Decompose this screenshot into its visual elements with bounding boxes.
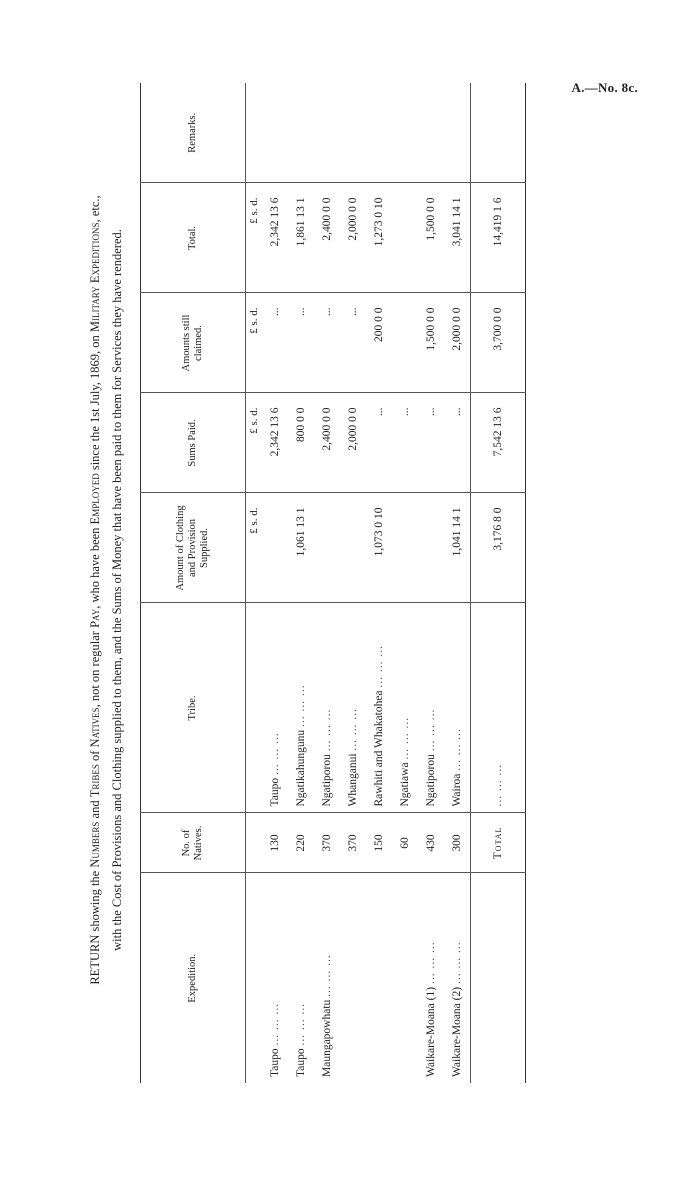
dot-leader: ... ... ... — [451, 728, 463, 771]
tribe-cell — [314, 603, 340, 813]
units-blank — [246, 603, 263, 813]
return-table — [140, 83, 526, 1083]
units-blank — [246, 873, 263, 1083]
remarks-cell — [366, 83, 392, 183]
col-natives: No. of Natives. — [141, 813, 246, 873]
totals-blank — [471, 873, 526, 1083]
expedition-text: Taupo — [269, 1048, 281, 1077]
clothing-cell — [314, 493, 340, 603]
claimed-cell: ... — [262, 293, 288, 393]
totals-remarks — [471, 83, 526, 183]
expedition-cell — [314, 873, 340, 1083]
tribe-text: Ngatiporou — [425, 754, 437, 807]
tribe-cell — [340, 603, 366, 813]
expedition-text: Maungapowhatu — [321, 999, 333, 1077]
units-clothing: £ s. d. — [246, 493, 263, 603]
expedition-text: Taupo — [295, 1048, 307, 1077]
col-remarks: Remarks. — [141, 83, 246, 183]
total-cell: 2,400 0 0 — [314, 183, 340, 293]
tribe-text: Ngatiporou — [321, 754, 333, 807]
col-expedition: Expedition. — [141, 873, 246, 1083]
natives-cell: 130 — [262, 813, 288, 873]
header-row — [141, 83, 246, 1083]
natives-cell: 150 — [366, 813, 392, 873]
table-row — [340, 83, 366, 1083]
total-cell — [392, 183, 418, 293]
natives-cell: 300 — [444, 813, 471, 873]
tribe-cell — [392, 603, 418, 813]
total-cell: 2,000 0 0 — [340, 183, 366, 293]
total-cell: 3,041 14 1 — [444, 183, 471, 293]
units-paid: £ s. d. — [246, 393, 263, 493]
remarks-cell — [392, 83, 418, 183]
totals-label: Total — [471, 813, 526, 873]
heading-line-1 — [84, 85, 106, 1095]
claimed-cell — [392, 293, 418, 393]
remarks-cell — [444, 83, 471, 183]
tribe-text: Wairoa — [451, 773, 463, 807]
claimed-cell: ... — [288, 293, 314, 393]
tribe-text: Ngatiawa — [399, 762, 411, 807]
expedition-text: Waikare-Moana (2) — [451, 986, 463, 1077]
table-row — [392, 83, 418, 1083]
dot-leader: ... ... ... — [269, 1002, 281, 1046]
claimed-cell: 200 0 0 — [366, 293, 392, 393]
dot-leader: ... ... ... — [295, 1002, 307, 1046]
totals-claimed: 3,700 0 0 — [471, 293, 526, 393]
units-blank — [246, 83, 263, 183]
paid-cell: 2,000 0 0 — [340, 393, 366, 493]
col-claimed: Amounts still claimed. — [141, 293, 246, 393]
col-total: Total. — [141, 183, 246, 293]
tribe-text: Whanganui — [347, 753, 359, 807]
expedition-cell — [418, 873, 444, 1083]
totals-leader: ... ... ... — [471, 603, 526, 813]
col-tribe: Tribe. — [141, 603, 246, 813]
dot-leader: ... ... ... — [399, 716, 411, 760]
heading-text: , etc., — [88, 195, 102, 223]
clothing-cell — [262, 493, 288, 603]
dot-leader: ... ... ... — [321, 708, 333, 752]
remarks-cell — [418, 83, 444, 183]
table-row — [262, 83, 288, 1083]
dot-leader: ... ... ... — [425, 708, 437, 752]
expedition-cell — [340, 873, 366, 1083]
natives-cell: 370 — [340, 813, 366, 873]
natives-cell: 370 — [314, 813, 340, 873]
table-row — [314, 83, 340, 1083]
totals-paid: 7,542 13 6 — [471, 393, 526, 493]
table-row — [418, 83, 444, 1083]
total-cell: 1,861 13 1 — [288, 183, 314, 293]
heading-text: Tribes — [88, 764, 102, 798]
dot-leader: ... ... ... — [321, 954, 333, 997]
paid-cell: ... — [418, 393, 444, 493]
heading-text: Numbers — [88, 821, 102, 868]
dot-leader: ... ... ... — [347, 707, 359, 751]
heading-line-2: with the Cost of Provisions and Clothing supplied to them, and the Sums of Money that have been paid to them for Services they have rendered. — [110, 229, 124, 951]
tribe-cell — [366, 603, 392, 813]
claimed-cell: ... — [314, 293, 340, 393]
total-cell: 1,500 0 0 — [418, 183, 444, 293]
paid-cell: ... — [366, 393, 392, 493]
heading-text: Pay — [88, 608, 102, 628]
heading-text: Natives — [88, 707, 102, 748]
tribe-cell — [444, 603, 471, 813]
table-row — [288, 83, 314, 1083]
col-clothing: Amount of Clothing and Provision Supplied. — [141, 493, 246, 603]
expedition-cell — [366, 873, 392, 1083]
tribe-text: Rawhiti and Whakatohea — [373, 690, 385, 807]
heading-text: Military Expeditions — [88, 222, 102, 333]
table-row — [366, 83, 392, 1083]
natives-cell: 60 — [392, 813, 418, 873]
claimed-cell: 2,000 0 0 — [444, 293, 471, 393]
expedition-cell — [288, 873, 314, 1083]
return-heading — [84, 85, 128, 1095]
tribe-cell — [418, 603, 444, 813]
paid-cell: 2,400 0 0 — [314, 393, 340, 493]
tribe-text: Ngatikahungunu — [295, 729, 307, 807]
expedition-cell — [392, 873, 418, 1083]
units-claimed: £ s. d. — [246, 293, 263, 393]
heading-text: and — [88, 797, 102, 822]
clothing-cell — [340, 493, 366, 603]
clothing-cell: 1,073 0 10 — [366, 493, 392, 603]
heading-text: , not on regular — [88, 627, 102, 708]
clothing-cell — [418, 493, 444, 603]
clothing-cell: 1,041 14 1 — [444, 493, 471, 603]
paid-cell: 800 0 0 — [288, 393, 314, 493]
remarks-cell — [262, 83, 288, 183]
remarks-cell — [288, 83, 314, 183]
table-row — [444, 83, 471, 1083]
dot-leader: ... ... ... — [373, 644, 385, 688]
dot-leader: ... ... ... — [269, 732, 281, 776]
expedition-cell — [262, 873, 288, 1083]
clothing-cell — [392, 493, 418, 603]
natives-cell: 430 — [418, 813, 444, 873]
totals-row — [471, 83, 526, 1083]
remarks-cell — [314, 83, 340, 183]
tribe-text: Taupo — [269, 777, 281, 807]
dot-leader: ... ... ... — [295, 684, 307, 727]
dot-leader: ... ... ... — [451, 941, 463, 985]
remarks-cell — [340, 83, 366, 183]
tribe-cell — [262, 603, 288, 813]
clothing-cell: 1,061 13 1 — [288, 493, 314, 603]
col-paid: Sums Paid. — [141, 393, 246, 493]
heading-text: Employed — [88, 473, 102, 525]
natives-cell: 220 — [288, 813, 314, 873]
heading-text: of — [88, 747, 102, 765]
total-cell: 2,342 13 6 — [262, 183, 288, 293]
heading-text: , who have been — [88, 524, 102, 609]
totals-clothing: 3,176 8 0 — [471, 493, 526, 603]
page-reference: A.—No. 8c. — [571, 80, 638, 95]
units-row — [246, 83, 263, 1083]
totals-total: 14,419 1 6 — [471, 183, 526, 293]
heading-text: RETURN showing the — [88, 867, 102, 985]
total-cell: 1,273 0 10 — [366, 183, 392, 293]
tribe-cell — [288, 603, 314, 813]
paid-cell: ... — [444, 393, 471, 493]
expedition-text: Waikare-Moana (1) — [425, 986, 437, 1077]
units-total: £ s. d. — [246, 183, 263, 293]
paid-cell: ... — [392, 393, 418, 493]
expedition-cell — [444, 873, 471, 1083]
units-blank — [246, 813, 263, 873]
dot-leader: ... ... ... — [425, 941, 437, 985]
claimed-cell: 1,500 0 0 — [418, 293, 444, 393]
paid-cell: 2,342 13 6 — [262, 393, 288, 493]
claimed-cell: ... — [340, 293, 366, 393]
heading-text: since the 1st July, 1869, on — [88, 332, 102, 474]
